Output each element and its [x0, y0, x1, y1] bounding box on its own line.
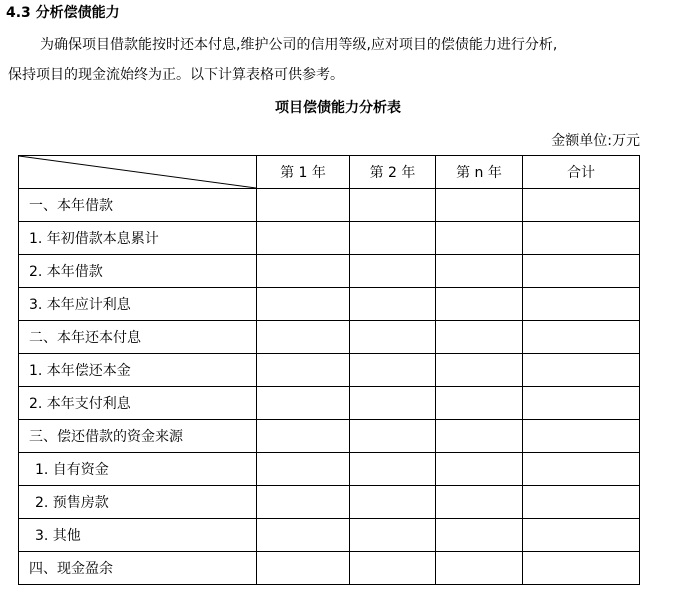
row-label-current-year-borrowing: 一、本年借款 — [19, 189, 257, 222]
table-row — [19, 519, 640, 552]
debt-capacity-table — [18, 155, 640, 585]
table-cell — [523, 255, 640, 288]
table-cell — [257, 552, 350, 585]
table-header-row — [19, 156, 640, 189]
table-cell — [436, 420, 523, 453]
table-cell — [523, 222, 640, 255]
table-cell — [257, 255, 350, 288]
table-cell — [350, 321, 436, 354]
table-cell — [523, 420, 640, 453]
row-label-year-borrowing: 2. 本年借款 — [19, 255, 257, 288]
column-header-year-2: 第 2 年 — [350, 156, 436, 189]
table-cell — [436, 222, 523, 255]
intro-paragraph-line-2: 保持项目的现金流始终为正。以下计算表格可供参考。 — [8, 67, 344, 83]
table-cell — [257, 222, 350, 255]
table-cell — [436, 552, 523, 585]
table-cell — [523, 387, 640, 420]
table-cell — [350, 354, 436, 387]
table-row — [19, 420, 640, 453]
row-label-opening-principal-interest: 1. 年初借款本息累计 — [19, 222, 257, 255]
table-cell — [436, 288, 523, 321]
table-row — [19, 222, 640, 255]
column-header-year-1: 第 1 年 — [257, 156, 350, 189]
table-cell — [257, 288, 350, 321]
table-cell — [350, 255, 436, 288]
row-label-cash-surplus: 四、现金盈余 — [19, 552, 257, 585]
row-label-principal-repaid: 1. 本年偿还本金 — [19, 354, 257, 387]
table-cell — [257, 519, 350, 552]
column-header-year-n: 第 n 年 — [436, 156, 523, 189]
table-cell — [257, 453, 350, 486]
table-row — [19, 288, 640, 321]
table-row — [19, 387, 640, 420]
table-cell — [436, 387, 523, 420]
table-title: 项目偿债能力分析表 — [275, 100, 401, 116]
table-row — [19, 453, 640, 486]
table-cell — [350, 222, 436, 255]
diagonal-line — [19, 156, 256, 188]
row-label-debt-service: 二、本年还本付息 — [19, 321, 257, 354]
table-cell — [523, 321, 640, 354]
table-cell — [436, 354, 523, 387]
table-cell — [523, 189, 640, 222]
table-cell — [350, 552, 436, 585]
table-row — [19, 486, 640, 519]
table-cell — [436, 321, 523, 354]
column-header-total: 合计 — [523, 156, 640, 189]
table-cell — [523, 354, 640, 387]
table-row — [19, 321, 640, 354]
table-cell — [523, 552, 640, 585]
table-cell — [350, 486, 436, 519]
table-cell — [350, 288, 436, 321]
table-row — [19, 552, 640, 585]
table-cell — [523, 486, 640, 519]
unit-note: 金额单位:万元 — [551, 133, 640, 149]
table-cell — [350, 387, 436, 420]
table-cell — [436, 255, 523, 288]
row-label-repayment-sources: 三、偿还借款的资金来源 — [19, 420, 257, 453]
table-cell — [436, 519, 523, 552]
table-cell — [257, 189, 350, 222]
section-heading: 4.3 分析偿债能力 — [6, 5, 120, 21]
table-cell — [436, 453, 523, 486]
table-cell — [350, 189, 436, 222]
table-cell — [350, 453, 436, 486]
row-label-own-funds: 1. 自有资金 — [19, 453, 257, 486]
table-row — [19, 189, 640, 222]
row-label-presale-proceeds: 2. 预售房款 — [19, 486, 257, 519]
table-cell — [257, 321, 350, 354]
intro-paragraph-line-1: 为确保项目借款能按时还本付息,维护公司的信用等级,应对项目的偿债能力进行分析, — [40, 37, 558, 53]
table-row — [19, 354, 640, 387]
table-cell — [523, 288, 640, 321]
row-label-interest-paid: 2. 本年支付利息 — [19, 387, 257, 420]
table-cell — [257, 420, 350, 453]
table-row — [19, 255, 640, 288]
table-cell — [523, 519, 640, 552]
table-cell — [350, 519, 436, 552]
table-cell — [257, 486, 350, 519]
table-cell — [436, 486, 523, 519]
row-label-accrued-interest: 3. 本年应计利息 — [19, 288, 257, 321]
table-cell — [257, 387, 350, 420]
table-cell — [523, 453, 640, 486]
diagonal-corner-cell — [19, 156, 257, 189]
table-cell — [257, 354, 350, 387]
table-cell — [350, 420, 436, 453]
row-label-other: 3. 其他 — [19, 519, 257, 552]
table-cell — [436, 189, 523, 222]
